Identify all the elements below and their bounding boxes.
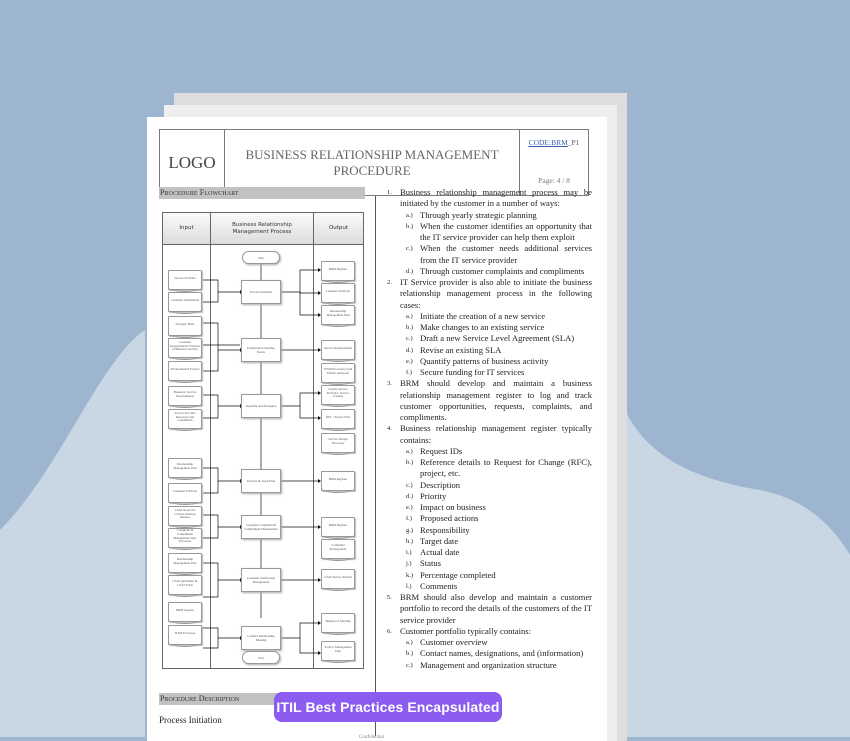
sub-item-text: Impact on business [420, 502, 486, 512]
sub-item [385, 210, 592, 221]
sub-item [385, 243, 592, 266]
sub-item [385, 547, 592, 558]
title-line-1: BUSINESS RELATIONSHIP MANAGEMENT [245, 146, 499, 162]
sub-item-letter: h.) [406, 537, 414, 545]
sub-item-text: Status [420, 558, 442, 569]
sub-item [385, 333, 592, 344]
document-header [159, 129, 589, 196]
sub-item-letter: d.) [406, 492, 414, 500]
description-section-title: Procedure Description [159, 693, 365, 705]
item-text: BRM should develop and maintain a business relationship management register to log and track customer opportunities, requests, complaints, and compliments. [400, 378, 592, 422]
sub-item [385, 513, 592, 524]
output-doc: CSAT Survey Results [321, 569, 355, 589]
input-doc: Service Portfolio [168, 270, 202, 290]
output-doc: Customer Portfolio [321, 283, 355, 303]
sub-item-text: Customer overview [420, 637, 488, 647]
page-number: Page: 4 / 8 [538, 176, 570, 185]
process-initiation-box: Process Initiation [241, 280, 281, 304]
sub-item-text: Quantify patterns of business activity [420, 355, 549, 366]
input-doc: Relationship Management Plan [168, 553, 202, 573]
sub-item-letter: a.) [406, 312, 413, 320]
sub-item [385, 525, 592, 536]
sub-item [385, 446, 592, 457]
sub-item [385, 266, 592, 277]
sub-item-letter: b.) [406, 650, 414, 658]
sub-item-letter: l.) [406, 582, 412, 590]
sub-item [385, 502, 592, 513]
sub-item-text: Make changes to an existing service [420, 322, 545, 332]
column-header-output: Output [314, 213, 363, 245]
input-doc: CSAT & service reviews meeting minutes [168, 506, 202, 526]
output-doc: Service Requirements [321, 340, 355, 360]
sub-item-letter: d.) [406, 346, 414, 354]
input-doc: Business/ Service Requirements [168, 386, 202, 406]
item-number: 5. [387, 594, 392, 601]
item-number: 2. [387, 279, 392, 286]
output-doc: Minutes of Meeting [321, 613, 355, 633]
title-line-2: PROCEDURE [333, 162, 411, 178]
item-number: 6. [387, 627, 392, 635]
document-code [529, 138, 580, 147]
sub-item-letter: e.) [406, 357, 413, 365]
sub-item-letter: c.) [406, 245, 413, 253]
document-meta [520, 130, 588, 195]
input-doc: Relationship Management Plan [168, 458, 202, 478]
sub-item-letter: d.) [406, 267, 414, 275]
numbered-item [385, 592, 592, 626]
numbered-item [385, 626, 592, 637]
sub-item [385, 221, 592, 244]
column-header-process: Business Relationship Management Process [211, 213, 314, 245]
item-number: 1. [387, 189, 392, 196]
input-doc: Complaint & Compliment Management Sub-Processes [168, 528, 202, 548]
logo-placeholder: LOGO [160, 130, 225, 195]
sub-item-text: Secure funding for IT services [420, 367, 525, 377]
sub-item-letter: b.) [406, 222, 414, 230]
sub-item [385, 457, 592, 480]
sub-item [385, 322, 592, 333]
sub-item-letter: j.) [406, 560, 412, 568]
input-doc: CSAT guidelines & CSAT Form [168, 575, 202, 595]
sub-item-letter: g.) [406, 526, 414, 534]
code-link[interactable]: CODE:BRM [528, 138, 568, 147]
sub-item-text: Initiate the creation of a new service [420, 310, 546, 321]
sub-item-letter: c.) [406, 481, 413, 489]
item-text: Business relationship management register typically contains: [400, 423, 592, 445]
sub-item-text: When the customer identifies an opportunity that the IT service provider can help them exploit [420, 220, 592, 242]
understand-needs-box: Understand Customer Needs [241, 338, 281, 362]
code-suffix: _P1 [567, 138, 580, 147]
complaint-management-box: Customer Complaint & Compliment Management [241, 515, 281, 539]
sub-item-letter: f.) [406, 369, 412, 376]
sub-item-text: Priority [420, 490, 447, 501]
input-doc: Strategic Plans [168, 316, 202, 336]
sub-item-letter: c.) [406, 661, 413, 669]
sub-item [385, 367, 592, 378]
feature-badge: ITIL Best Practices Encapsulated [274, 692, 502, 722]
sub-item [385, 491, 592, 502]
document-page [147, 117, 607, 741]
output-doc: Service Design Processes [321, 433, 355, 453]
column-divider [375, 196, 376, 736]
sub-item-text: Actual date [420, 547, 460, 557]
sub-item [385, 648, 592, 659]
output-doc: Service Management Plan [321, 641, 355, 661]
sub-item-letter: k.) [406, 571, 414, 579]
input-doc: Service Provider Resources and Capabilities [168, 409, 202, 429]
item-text: Business relationship management process may be initiated by the customer in a number of ways: [400, 187, 592, 209]
sub-item [385, 480, 592, 491]
sub-item-letter: a.) [406, 447, 413, 455]
flowchart [162, 212, 364, 669]
input-doc: Environmental Factors [168, 361, 202, 381]
sub-item-text: Request IDs [420, 445, 463, 456]
output-doc: BRM Register [321, 471, 355, 491]
input-doc: Customer Information [168, 292, 202, 312]
sub-item-letter: i.) [406, 549, 412, 556]
sub-item-letter: c.) [406, 335, 413, 343]
sub-item-text: Draft a new Service Level Agreement (SLA) [420, 333, 575, 344]
input-doc: Customer Portfolio [168, 483, 202, 503]
sub-item-text: Description [420, 479, 461, 490]
item-number: 3. [387, 380, 392, 388]
sub-item [385, 660, 592, 671]
sub-item-letter: f.) [406, 515, 412, 523]
sub-item [385, 311, 592, 322]
organize-strategize-box: Organize and Strategize [241, 394, 281, 418]
item-text: Customer portfolio typically contains: [400, 625, 532, 636]
numbered-item [385, 378, 592, 423]
sub-item-text: Target date [420, 535, 459, 546]
flowchart-section-title: Procedure Flowchart [159, 187, 365, 199]
sub-item-text: When the customer needs additional services from the IT service provider [420, 243, 592, 265]
output-doc: BRM Register [321, 261, 355, 281]
output-doc: Update Service Portfolio/ Service Catalog [321, 385, 355, 405]
sub-item-text: Through yearly strategic planning [420, 209, 537, 220]
output-doc: BRM Register [321, 517, 355, 537]
sub-item [385, 536, 592, 547]
flowchart-start: Start [242, 251, 280, 264]
sub-item-letter: a.) [406, 639, 413, 646]
footer-confidential: Confidential [359, 735, 384, 740]
process-initiation-heading: Process Initiation [159, 715, 222, 725]
relationship-meeting-box: Conduct Relationship Meeting [241, 626, 281, 650]
sub-item-text: Proposed actions [420, 513, 479, 524]
document-title [225, 130, 520, 195]
sub-item [385, 345, 592, 356]
sub-item-text: Contact names, designations, and (information) [420, 648, 584, 659]
numbered-item [385, 277, 592, 311]
sub-item-letter: a.) [406, 211, 413, 219]
item-text: IT Service provider is also able to initiate the business relationship management process in the following cases: [400, 277, 592, 310]
procedure-text [385, 187, 592, 671]
sub-item [385, 637, 592, 648]
flowchart-end: End [242, 651, 280, 664]
sub-item-letter: b.) [406, 459, 414, 466]
execute-track-box: Execute & Track Plan [241, 469, 281, 493]
column-header-input: Input [163, 213, 211, 245]
sub-item-text: Responsibility [420, 524, 470, 535]
output-doc: RFC / Project Plan [321, 409, 355, 429]
sub-item [385, 570, 592, 581]
sub-item [385, 581, 592, 592]
sub-item-text: Revise an existing SLA [420, 344, 502, 355]
item-text: BRM should also develop and maintain a customer portfolio to record the details of the customers of the IT service provider [400, 592, 592, 625]
numbered-item [385, 423, 592, 446]
output-doc: ITSM Processes (Add Further Analysis) [321, 363, 355, 383]
input-doc: BRM Agenda [168, 602, 202, 622]
sub-item-letter: e.) [406, 504, 413, 511]
item-number: 4. [387, 425, 392, 433]
sub-item-text: Through customer complaints and compliments [420, 265, 585, 276]
sub-item [385, 356, 592, 367]
sub-item-text: Percentage completed [420, 569, 496, 580]
output-doc: Complaint Management [321, 539, 355, 559]
input-doc: ITSM Processes [168, 625, 202, 645]
sub-item-letter: b.) [406, 324, 414, 331]
output-doc: Relationship Management Plan [321, 305, 355, 325]
sub-item-text: Reference details to Request for Change (RFC), project, etc. [420, 457, 592, 479]
sub-item-text: Comments [420, 580, 458, 591]
sub-item-text: Management and organization structure [420, 659, 557, 670]
satisfaction-management-box: Customer Satisfaction Management [241, 568, 281, 592]
sub-item [385, 558, 592, 569]
input-doc: Customer Requirements/ Patterns of Business Activity [168, 338, 202, 358]
numbered-item [385, 187, 592, 210]
